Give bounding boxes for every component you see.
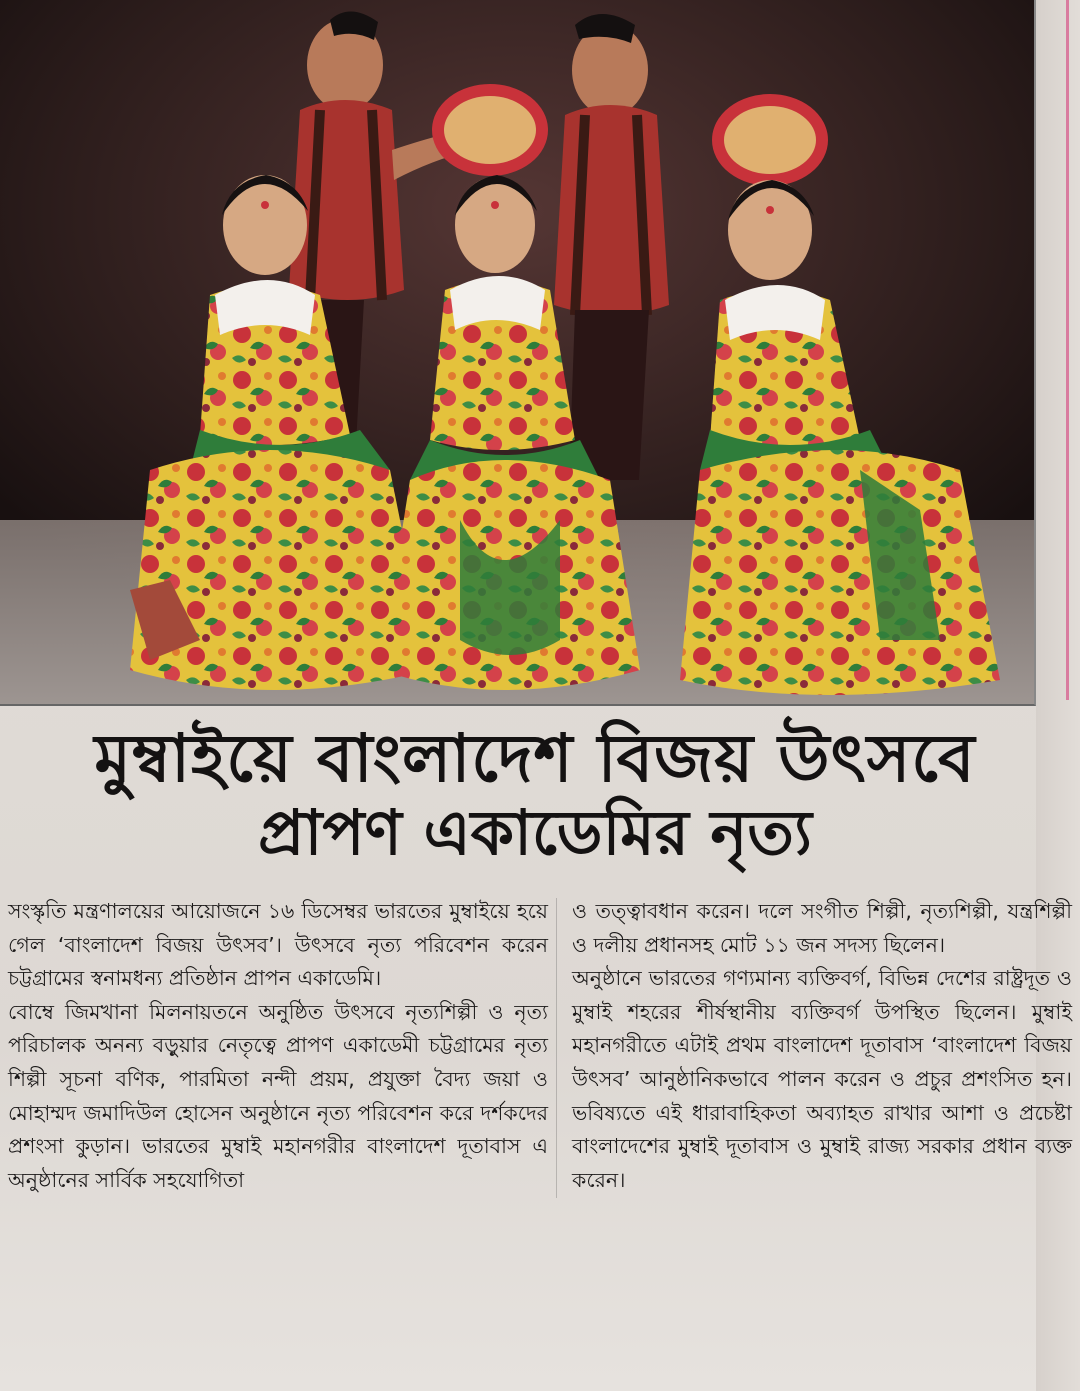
margin-line: [1066, 0, 1069, 700]
headline-line-1: মুম্বাইয়ে বাংলাদেশ বিজয় উৎসবে: [94, 720, 976, 797]
dance-photo: [0, 0, 1036, 706]
drum-left: [438, 90, 542, 170]
right-paragraph-2: অনুষ্ঠানে ভারতের গণ্যমান্য ব্যক্তিবর্গ, বিভিন্ন দেশের রাষ্ট্রদূত ও মুম্বাই শহরের শীর্ষস্থানীয় ব্যক্তিবর্গ উপস্থিত ছিলেন। মুম্বাই মহানগরীতে এটাই প্রথম বাংলাদেশ দূতাবাস ‘বাংলাদেশ বিজয় উৎসব’ আনুষ্ঠানিকভাবে পালন করেন ও প্রচুর প্রশংসিত হন। ভবিষ্যতে এই ধারাবাহিকতা অব্যাহত রাখার আশা ও প্রচেষ্টা বাংলাদেশের মুম্বাই দূতাবাস ও মুম্বাই রাজ্য সরকার প্রধান ব্যক্ত করেন।: [572, 966, 1072, 1192]
left-paragraph-2: বোম্বে জিমখানা মিলনায়তনে অনুষ্ঠিত উৎসবে নৃত্যশিল্পী ও নৃত্য পরিচালক অনন্য বড়ুয়ার নেতৃত্বে প্রাপণ একাডেমী চট্টগ্রামের নৃত্য শিল্পী সূচনা বণিক, পারমিতা নন্দী প্রয়ম, প্রযুক্তা বৈদ্য জয়া ও মোহাম্মদ জমাদিউল হোসেন অনুষ্ঠানে নৃত্য পরিবেশন করে দর্শকদের প্রশংসা কুড়ান। ভারতের মুম্বাই মহানগরীর বাংলাদেশ দূতাবাস এ অনুষ্ঠানের সার্বিক সহযোগিতা: [8, 999, 548, 1192]
drum-right: [718, 100, 822, 180]
left-paragraph-1: সংস্কৃতি মন্ত্রণালয়ের আয়োজনে ১৬ ডিসেম্বর ভারতের মুম্বাইয়ে হয়ে গেল ‘বাংলাদেশ বিজয় উৎসব’। উৎসবে নৃত্য পরিবেশন করেন চট্টগ্রামের স্বনামধন্য প্রতিষ্ঠান প্রাপন একাডেমি।: [8, 899, 548, 991]
right-paragraph-1: ও তত্ত্বাবধান করেন। দলে সংগীত শিল্পী, নৃত্যশিল্পী, যন্ত্রশিল্পী ও দলীয় প্রধানসহ মোট ১১ জন সদস্য ছিলেন।: [572, 899, 1072, 957]
column-divider: [556, 898, 557, 1198]
article-headline: [30, 722, 1040, 867]
headline-line-2: প্রাপণ একাডেমির নৃত্য: [258, 795, 812, 869]
article-right-column: [572, 895, 1072, 1197]
article-left-column: [8, 895, 548, 1197]
